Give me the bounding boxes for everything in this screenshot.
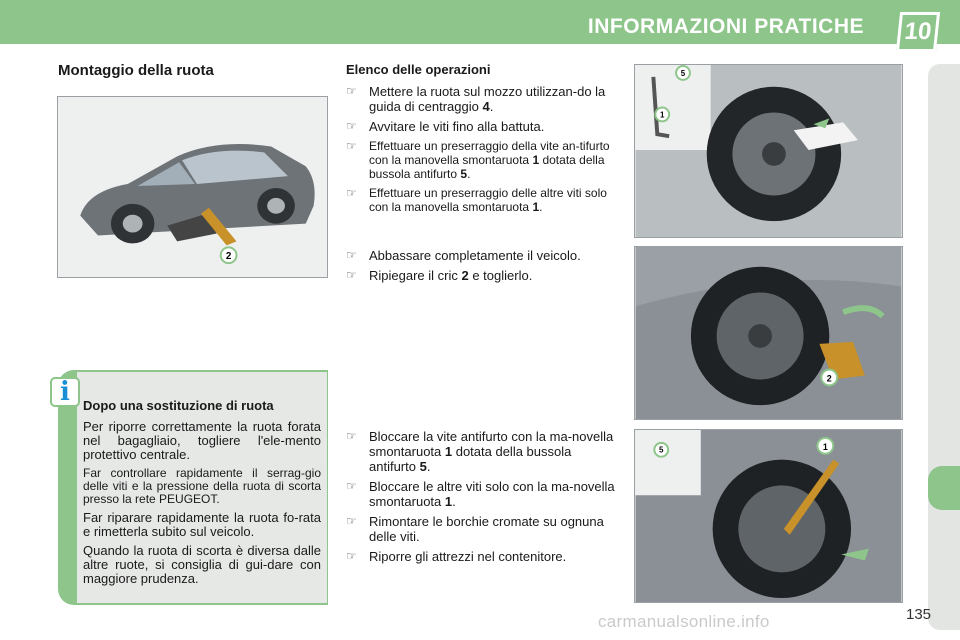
step-item: ☞ Rimontare le borchie cromate su ognuna delle viti. (346, 514, 604, 544)
step-item: ☞ Riporre gli attrezzi nel contenitore. (346, 549, 567, 564)
info-box-title: Dopo una sostituzione di ruota (83, 398, 274, 413)
step-item: ☞ Mettere la ruota sul mozzo utilizzan-do la guida di centraggio 4. (346, 84, 606, 114)
callout-jack-label: 2 (225, 251, 232, 263)
pointing-hand-icon: ☞ (346, 139, 357, 153)
info-box (77, 372, 327, 603)
step-item: ☞ Abbassare completamente il veicolo. (346, 248, 581, 263)
watermark: carmanualsonline.info (598, 612, 770, 631)
car-jack-illustration (57, 96, 328, 278)
pointing-hand-icon: ☞ (346, 119, 357, 133)
step-item: ☞ Bloccare la vite antifurto con la ma-novella smontaruota 1 dotata della bussola antifurto 5. (346, 429, 614, 474)
step-item: ☞ Ripiegare il cric 2 e toglierlo. (346, 268, 533, 283)
pointing-hand-icon: ☞ (346, 248, 357, 262)
section-title: Montaggio della ruota (58, 62, 214, 79)
pointing-hand-icon: ☞ (346, 514, 357, 528)
callout-jack-fold-label: 2 (826, 373, 832, 384)
step-item: ☞ Effettuare un preserraggio della vite an-tifurto con la manovella smontaruota 1 dotata della bussola antifurto 5. (346, 139, 610, 181)
page-number: 135 (906, 606, 932, 623)
callout-socket-label: 5 (680, 68, 686, 78)
lower-vehicle-svg (635, 247, 902, 419)
step-item: ☞ Bloccare le altre viti solo con la ma-novella smontaruota 1. (346, 479, 615, 509)
pointing-hand-icon: ☞ (346, 479, 357, 493)
operations-heading: Elenco delle operazioni (346, 62, 491, 77)
wheel-mounting-image (634, 64, 903, 238)
tighten-bolts-image (634, 429, 903, 603)
info-paragraph: Quando la ruota di scorta è diversa dalle altre ruote, si consiglia di gui-dare con maggiore prudenza. (83, 543, 321, 586)
info-paragraph: Far controllare rapidamente il serrag-gio delle viti e la pressione della ruota di scorta presso la rete PEUGEOT. (83, 466, 321, 506)
pointing-hand-icon: ☞ (346, 268, 357, 282)
callout-tool-label: 1 (660, 110, 665, 120)
car-illustration-svg (58, 97, 327, 277)
info-paragraph: Far riparare rapidamente la ruota fo-rata e rimetterla subito sul veicolo. (83, 510, 321, 539)
pointing-hand-icon: ☞ (346, 186, 357, 200)
lower-vehicle-image (634, 246, 903, 420)
chapter-title: INFORMAZIONI PRATICHE (587, 15, 864, 38)
active-chapter-tab[interactable] (928, 466, 960, 510)
wheel-mounting-svg (635, 65, 902, 237)
steps-group-lower (346, 248, 618, 288)
info-icon: i (50, 377, 80, 407)
pointing-hand-icon: ☞ (346, 549, 357, 563)
pointing-hand-icon: ☞ (346, 84, 357, 98)
side-tab-rail (928, 64, 960, 630)
step-item: ☞ Effettuare un preserraggio delle altre viti solo con la manovella smontaruota 1. (346, 186, 607, 214)
callout-wrench-label: 1 (822, 441, 828, 452)
pointing-hand-icon: ☞ (346, 429, 357, 443)
tighten-bolts-svg (635, 430, 902, 602)
steps-group-mount (346, 84, 618, 219)
chapter-number-badge: 10 (896, 12, 940, 52)
info-paragraph: Per riporre correttamente la ruota forata nel bagagliaio, togliere l'ele-mento protettivo centrale. (83, 419, 321, 462)
step-item: ☞ Avvitare le viti fino alla battuta. (346, 119, 545, 134)
steps-group-tighten (346, 429, 618, 569)
callout-socket-2-label: 5 (659, 445, 664, 455)
